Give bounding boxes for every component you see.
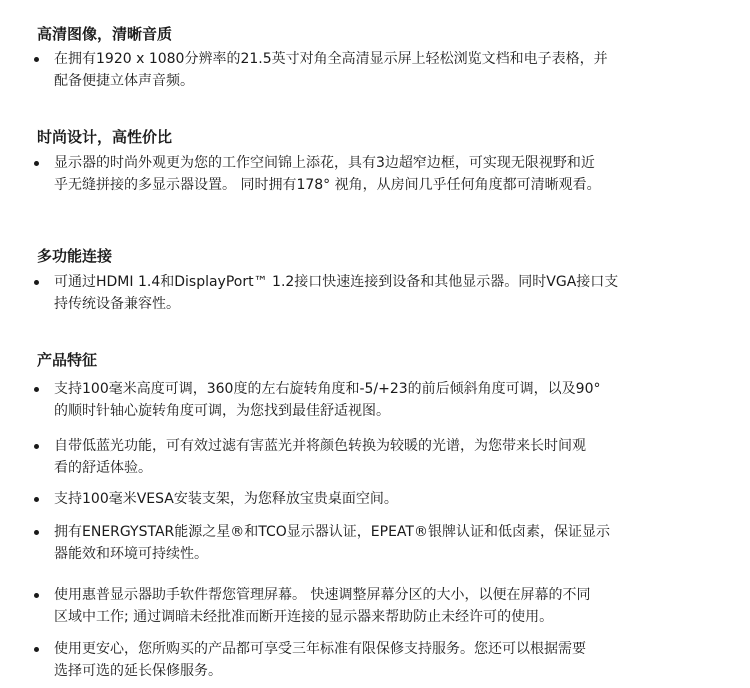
bullet-dot-icon <box>34 444 39 449</box>
bullet-dot-icon <box>34 387 39 392</box>
list-item-text-line: 配备便捷立体声音频。 <box>54 73 194 89</box>
bullet-dot-icon <box>34 161 39 166</box>
section-heading-design: 时尚设计，高性价比 <box>37 128 173 146</box>
list-item-text-line: 拥有ENERGYSTAR能源之星®和TCO显示器认证，EPEAT®银牌认证和低卤素，保证显示 <box>54 524 610 540</box>
list-item-text-line: 使用更安心，您所购买的产品都可享受三年标准有限保修支持服务。您还可以根据需要 <box>54 641 586 657</box>
list-item-text-line: 可通过HDMI 1.4和DisplayPort™ 1.2接口快速连接到设备和其他显示器。同时VGA接口支 <box>54 274 619 290</box>
list-item-text-line: 在拥有1920 x 1080分辨率的21.5英寸对角全高清显示屏上轻松浏览文档和电子表格，并 <box>54 51 608 67</box>
list-item-text-line: 支持100毫米VESA安装支架，为您释放宝贵桌面空间。 <box>54 491 398 507</box>
list-item-text-line: 持传统设备兼容性。 <box>54 296 180 312</box>
list-item-text-line: 乎无缝拼接的多显示器设置。 同时拥有178° 视角，从房间几乎任何角度都可清晰观看。 <box>54 177 601 193</box>
list-item-text-line: 看的舒适体验。 <box>54 460 152 476</box>
list-item-text-line: 的顺时针轴心旋转角度可调，为您找到最佳舒适视图。 <box>54 403 390 419</box>
list-item-text-line: 使用惠普显示器助手软件帮您管理屏幕。 快速调整屏幕分区的大小，以便在屏幕的不同 <box>54 587 591 603</box>
list-item-text-line: 选择可选的延长保修服务。 <box>54 663 222 679</box>
section-heading-image-audio: 高清图像，清晰音质 <box>37 25 173 43</box>
list-item-text-line: 自带低蓝光功能，可有效过滤有害蓝光并将颜色转换为较暖的光谱，为您带来长时间观 <box>54 438 586 454</box>
bullet-dot-icon <box>34 497 39 502</box>
bullet-dot-icon <box>34 647 39 652</box>
bullet-dot-icon <box>34 530 39 535</box>
bullet-dot-icon <box>34 593 39 598</box>
list-item-text-line: 区域中工作; 通过调暗未经批准而断开连接的显示器来帮助防止未经许可的使用。 <box>54 609 554 625</box>
bullet-dot-icon <box>34 57 39 62</box>
section-heading-connectivity: 多功能连接 <box>37 247 113 265</box>
list-item-text-line: 器能效和环境可持续性。 <box>54 546 208 562</box>
section-heading-features: 产品特征 <box>37 351 98 369</box>
list-item-text-line: 显示器的时尚外观更为您的工作空间锦上添花，具有3边超窄边框，可实现无限视野和近 <box>54 155 595 171</box>
list-item-text-line: 支持100毫米高度可调，360度的左右旋转角度和-5/+23的前后倾斜角度可调，以及90° <box>54 381 601 397</box>
bullet-dot-icon <box>34 280 39 285</box>
